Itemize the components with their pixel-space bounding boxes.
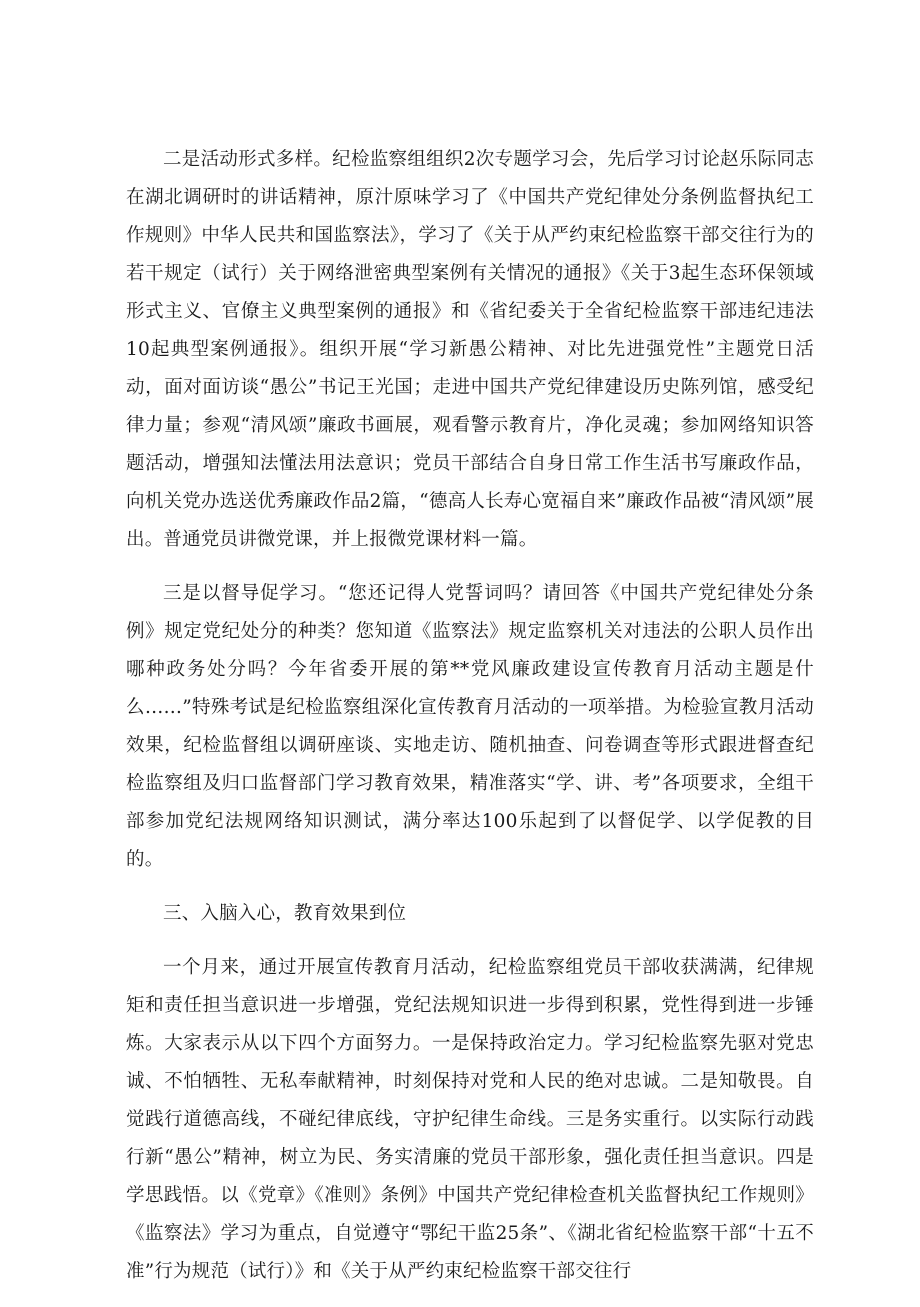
section-heading: 三、入脑入心，教育效果到位 [163,903,407,924]
paragraph-activity-forms: 二是活动形式多样。纪检监察组组织2次专题学习会，先后学习讨论赵乐际同志在湖北调研时的讲话精神，原汁原味学习了《中国共产党纪律处分条例监督执纪工作规则》中华人民共和国监察法》，学习了《关于从严约束纪检监察干部交往行为的若干规定（试行）关于网络泄密典型案例有关情况的通报》《关于3起生态环保领域形式主义、官僚主义典型案例的通报》和《省纪委关于全省纪检监察干部违纪违法10起典型案例通报》。组织开展“学习新愚公精神、对比先进强党性”主题党日活动，面对面访谈“愚公”书记王光国；走进中国共产党纪律建设历史陈列馆，感受纪律力量；参观“清风颂”廉政书画展，观看警示教育片，净化灵魂；参加网络知识答题活动，增强知法懂法用法意识；党员干部结合自身日常工作生活书写廉政作品，向机关党办选送优秀廉政作品2篇，“德高人长寿心宽福自来”廉政作品被“清风颂”展出。普通党员讲微党课，并上报微党课材料一篇。 [126,149,814,550]
document-body [126,141,814,1307]
paragraph-education-effect: 一个月来，通过开展宣传教育月活动，纪检监察组党员干部收获满满，纪律规矩和责任担当意识进一步增强，党纪法规知识进一步得到积累，党性得到进一步锤炼。大家表示从以下四个方面努力。一是保持政治定力。学习纪检监察先驱对党忠诚、不怕牺牲、无私奉献精神，时刻保持对党和人民的绝对忠诚。二是知敬畏。自觉践行道德高线，不碰纪律底线，守护纪律生命线。三是务实重行。以实际行动践行新“愚公”精神，树立为民、务实清廉的党员干部形象，强化责任担当意识。四是学思践悟。以《党章》《准则》条例》中国共产党纪律检查机关监督执纪工作规则》《监察法》学习为重点，自觉遵守“鄂纪干监25条”、《湖北省纪检监察干部“十五不准”行为规范（试行）》和《关于从严约束纪检监察干部交往行 [126,957,814,1282]
paragraph-supervision-study: 三是以督导促学习。“您还记得人党誓词吗？请回答《中国共产党纪律处分条例》规定党纪处分的种类？您知道《监察法》规定监察机关对违法的公职人员作出哪种政务处分吗？今年省委开展的第**党风廉政建设宣传教育月活动主题是什么……”特殊考试是纪检监察组深化宣传教育月活动的一项举措。为检验宣教月活动效果，纪检监督组以调研座谈、实地走访、随机抽查、问卷调查等形式跟进督查纪检监察组及归口监督部门学习教育效果，精准落实“学、讲、考”各项要求，全组干部参加党纪法规网络知识测试，满分率达100乐起到了以督促学、以学促教的目的。 [126,583,814,870]
